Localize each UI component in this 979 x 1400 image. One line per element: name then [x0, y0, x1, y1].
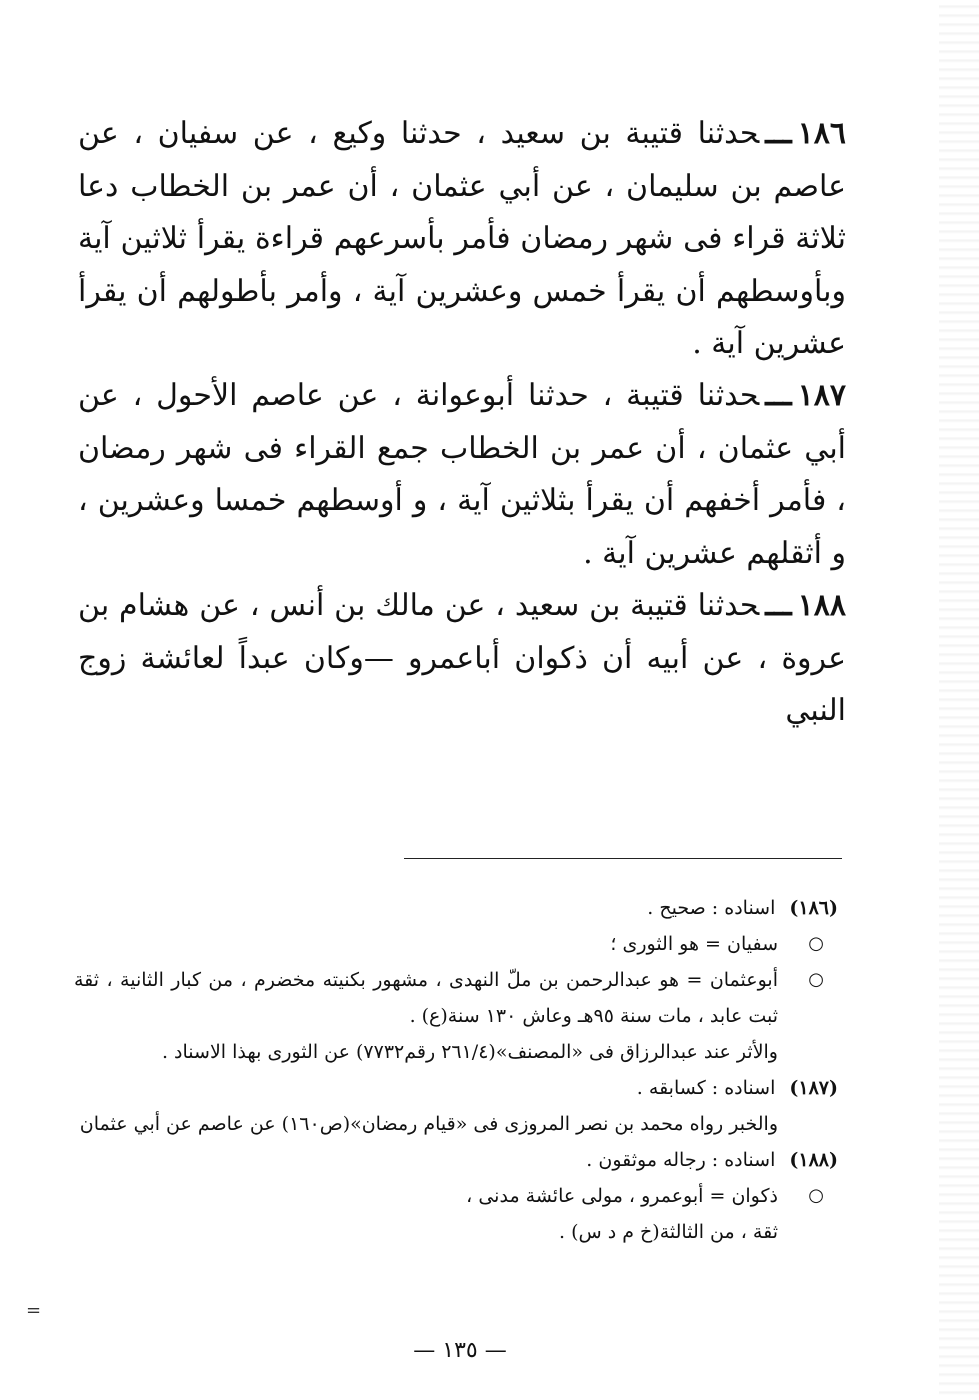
- hadith-186: [78, 108, 846, 371]
- hadith-188: [78, 580, 846, 738]
- footnotes: [74, 890, 838, 1250]
- hadith-187: [78, 370, 846, 580]
- circle-bullet-icon: ○: [808, 969, 824, 990]
- circle-bullet-icon: ○: [808, 933, 824, 954]
- bullet-text: ذكوان = أبوعمرو ، مولى عائشة مدنى ،: [466, 1185, 778, 1207]
- footnote-ref: (١٨٧): [789, 1077, 838, 1099]
- bullet-text: أبوعثمان = هو عبدالرحمن بن ملّ النهدى ، مشهور بكنيته مخضرم ، من كبار الثانية ، ثقة ثبت عابد ، مات سنة ٩٥هـ وعاش ١٣٠ سنة(ع) .: [74, 969, 778, 1027]
- scan-edge: [939, 0, 979, 1400]
- hadith-text: حدثنا قتيبة ، حدثنا أبوعوانة ، عن عاصم الأحول ، عن أبي عثمان ، أن عمر بن الخطاب جمع القراء فى شهر رمضان ، فأمر أخفهم أن يقرأ بثلاثين آية ، و أوسطهم خمسا وعشرين ، و أثقلهم عشرين آية .: [78, 378, 846, 571]
- footnote-188-head: [74, 1142, 838, 1178]
- hadith-number: ١٨٨: [797, 588, 846, 623]
- footnote-187-line: والخبر رواه محمد بن نصر المروزى فى «قيام رمضان»(ص١٦٠) عن عاصم عن أبي عثمان: [79, 1113, 778, 1135]
- hadith-number: ١٨٧: [797, 378, 846, 413]
- number-dash: ـــ: [765, 116, 792, 151]
- footnote-separator: [404, 858, 842, 859]
- footnote-ref: (١٨٦): [789, 897, 838, 919]
- number-dash: ـــ: [765, 378, 792, 413]
- hadith-text: حدثنا قتيبة بن سعيد ، عن مالك بن أنس ، عن هشام بن عروة ، عن أبيه أن ذكوان أباعمرو —وكان عبداً لعائشة زوج النبي: [78, 588, 846, 728]
- footnote-head-text: اسناده : كسابقه .: [636, 1077, 776, 1099]
- footnote-186-head: [74, 890, 838, 926]
- hadith-text: حدثنا قتيبة بن سعيد ، حدثنا وكيع ، عن سفيان ، عن عاصم بن سليمان ، عن أبي عثمان ، أن عمر بن الخطاب دعا ثلاثة قراء فى شهر رمضان فأمر بأسرعهم قراءة يقرأ ثلاثين آية وبأوسطهم أن يقرأ خمس وعشرين آية ، وأمر بأطولهم أن يقرأ عشرين آية .: [78, 116, 846, 361]
- footnote-186-bullet-2: [74, 962, 838, 1034]
- hadith-number: ١٨٦: [797, 116, 846, 151]
- footnote-188-sub: ثقة ، من الثالثة(خ م د س) .: [559, 1221, 778, 1243]
- circle-bullet-icon: ○: [808, 1185, 824, 1206]
- page-number: — ١٣٥ —: [413, 1338, 507, 1363]
- footnote-ref: (١٨٨): [789, 1149, 838, 1171]
- footnote-head-text: اسناده : صحيح .: [647, 897, 776, 919]
- bullet-text: سفيان = هو الثورى ؛: [610, 933, 778, 955]
- footnote-188-bullet-1: [74, 1178, 838, 1214]
- number-dash: ـــ: [765, 588, 792, 623]
- footnote-186-bullet-1: [74, 926, 838, 962]
- footnote-187-head: [74, 1070, 838, 1106]
- margin-mark: =: [26, 1300, 42, 1321]
- footnote-186-line: والأثر عند عبدالرزاق فى «المصنف»(٢٦١/٤ رقم٧٧٣٢) عن الثورى بهذا الاسناد .: [161, 1041, 778, 1063]
- footnote-head-text: اسناده : رجاله موثقون .: [586, 1149, 776, 1171]
